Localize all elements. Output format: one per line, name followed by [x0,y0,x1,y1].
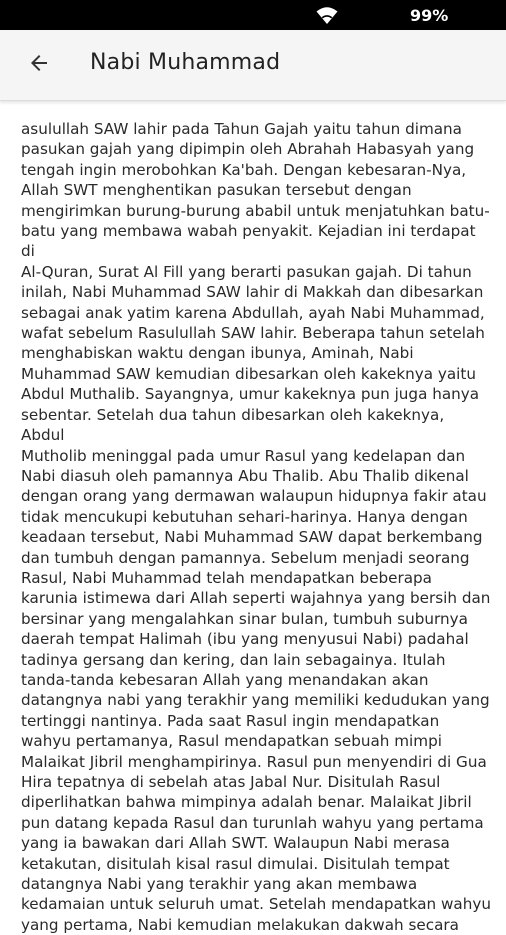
back-button[interactable] [22,48,56,82]
wifi-icon [316,5,338,25]
page-title: Nabi Muhammad [90,50,281,75]
article-text: asulullah SAW lahir pada Tahun Gajah yaitu tahun dimana pasukan gajah yang dipimpin oleh Abrahah Habasyah yang tengah ingin merobohkan Ka'bah. Dengan kebesaran-Nya, Allah SWT menghentikan pasukan tersebut dengan mengirimkan burung-burung ababil untuk menjatuhkan batu- batu yang membawa wabah penyakit. Kejadian ini terdapat di Al-Quran, Surat Al Fill yang berarti pasukan gajah. Di tahun inilah, Nabi Muhammad SAW lahir di Makkah dan dibesarkan sebagai anak yatim karena Abdullah, ayah Nabi Muhammad, wafat sebelum Rasulullah SAW lahir. Beberapa tahun setelah menghabiskan waktu dengan ibunya, Aminah, Nabi Muhammad SAW kemudian dibesarkan oleh kakeknya yaitu Abdul Muthalib. Sayangnya, umur kakeknya pun juga hanya sebentar. Setelah dua tahun dibesarkan oleh kakeknya, Abdul Mutholib meninggal pada umur Rasul yang kedelapan dan Nabi diasuh oleh pamannya Abu Thalib. Abu Thalib dikenal dengan orang yang dermawan walaupun hidupnya fakir atau tidak mencukupi kebutuhan sehari-harinya. Hanya dengan keadaan tersebut, Nabi Muhammad SAW dapat berkembang dan tumbuh dengan pamannya. Sebelum menjadi seorang Rasul, Nabi Muhammad telah mendapatkan beberapa karunia istimewa dari Allah seperti wajahnya yang bersih dan bersinar yang mengalahkan sinar bulan, tumbuh suburnya daerah tempat Halimah (ibu yang menyusui Nabi) padahal tadinya gersang dan kering, dan lain sebagainya. Itulah tanda-tanda kebesaran Allah yang menandakan akan datangnya nabi yang terakhir yang memiliki kedudukan yang tertinggi nantinya. Pada saat Rasul ingin mendapatkan wahyu pertamanya, Rasul mendapatkan sebuah mimpi Malaikat Jibril menghampirinya. Rasul pun menyendiri di Gua Hira tepatnya di sebelah atas Jabal Nur. Disitulah Rasul diperlihatkan bahwa mimpinya adalah benar. Malaikat Jibril pun datang kepada Rasul dan turunlah wahyu yang pertama yang ia bawakan dari Allah SWT. Walaupun Nabi merasa ketakutan, disitulah kisal rasul dimulai. Disitulah tempat datangnya Nabi yang terakhir yang akan membawa kedamaian untuk seluruh umat. Setelah mendapatkan wahyu yang pertama, Nabi kemudian melakukan dakwah secara [21,120,491,934]
battery-percentage: 99% [410,6,449,25]
article-container[interactable] [21,119,491,934]
back-arrow-icon [27,51,51,80]
app-bar [0,30,506,101]
status-bar [0,0,506,30]
